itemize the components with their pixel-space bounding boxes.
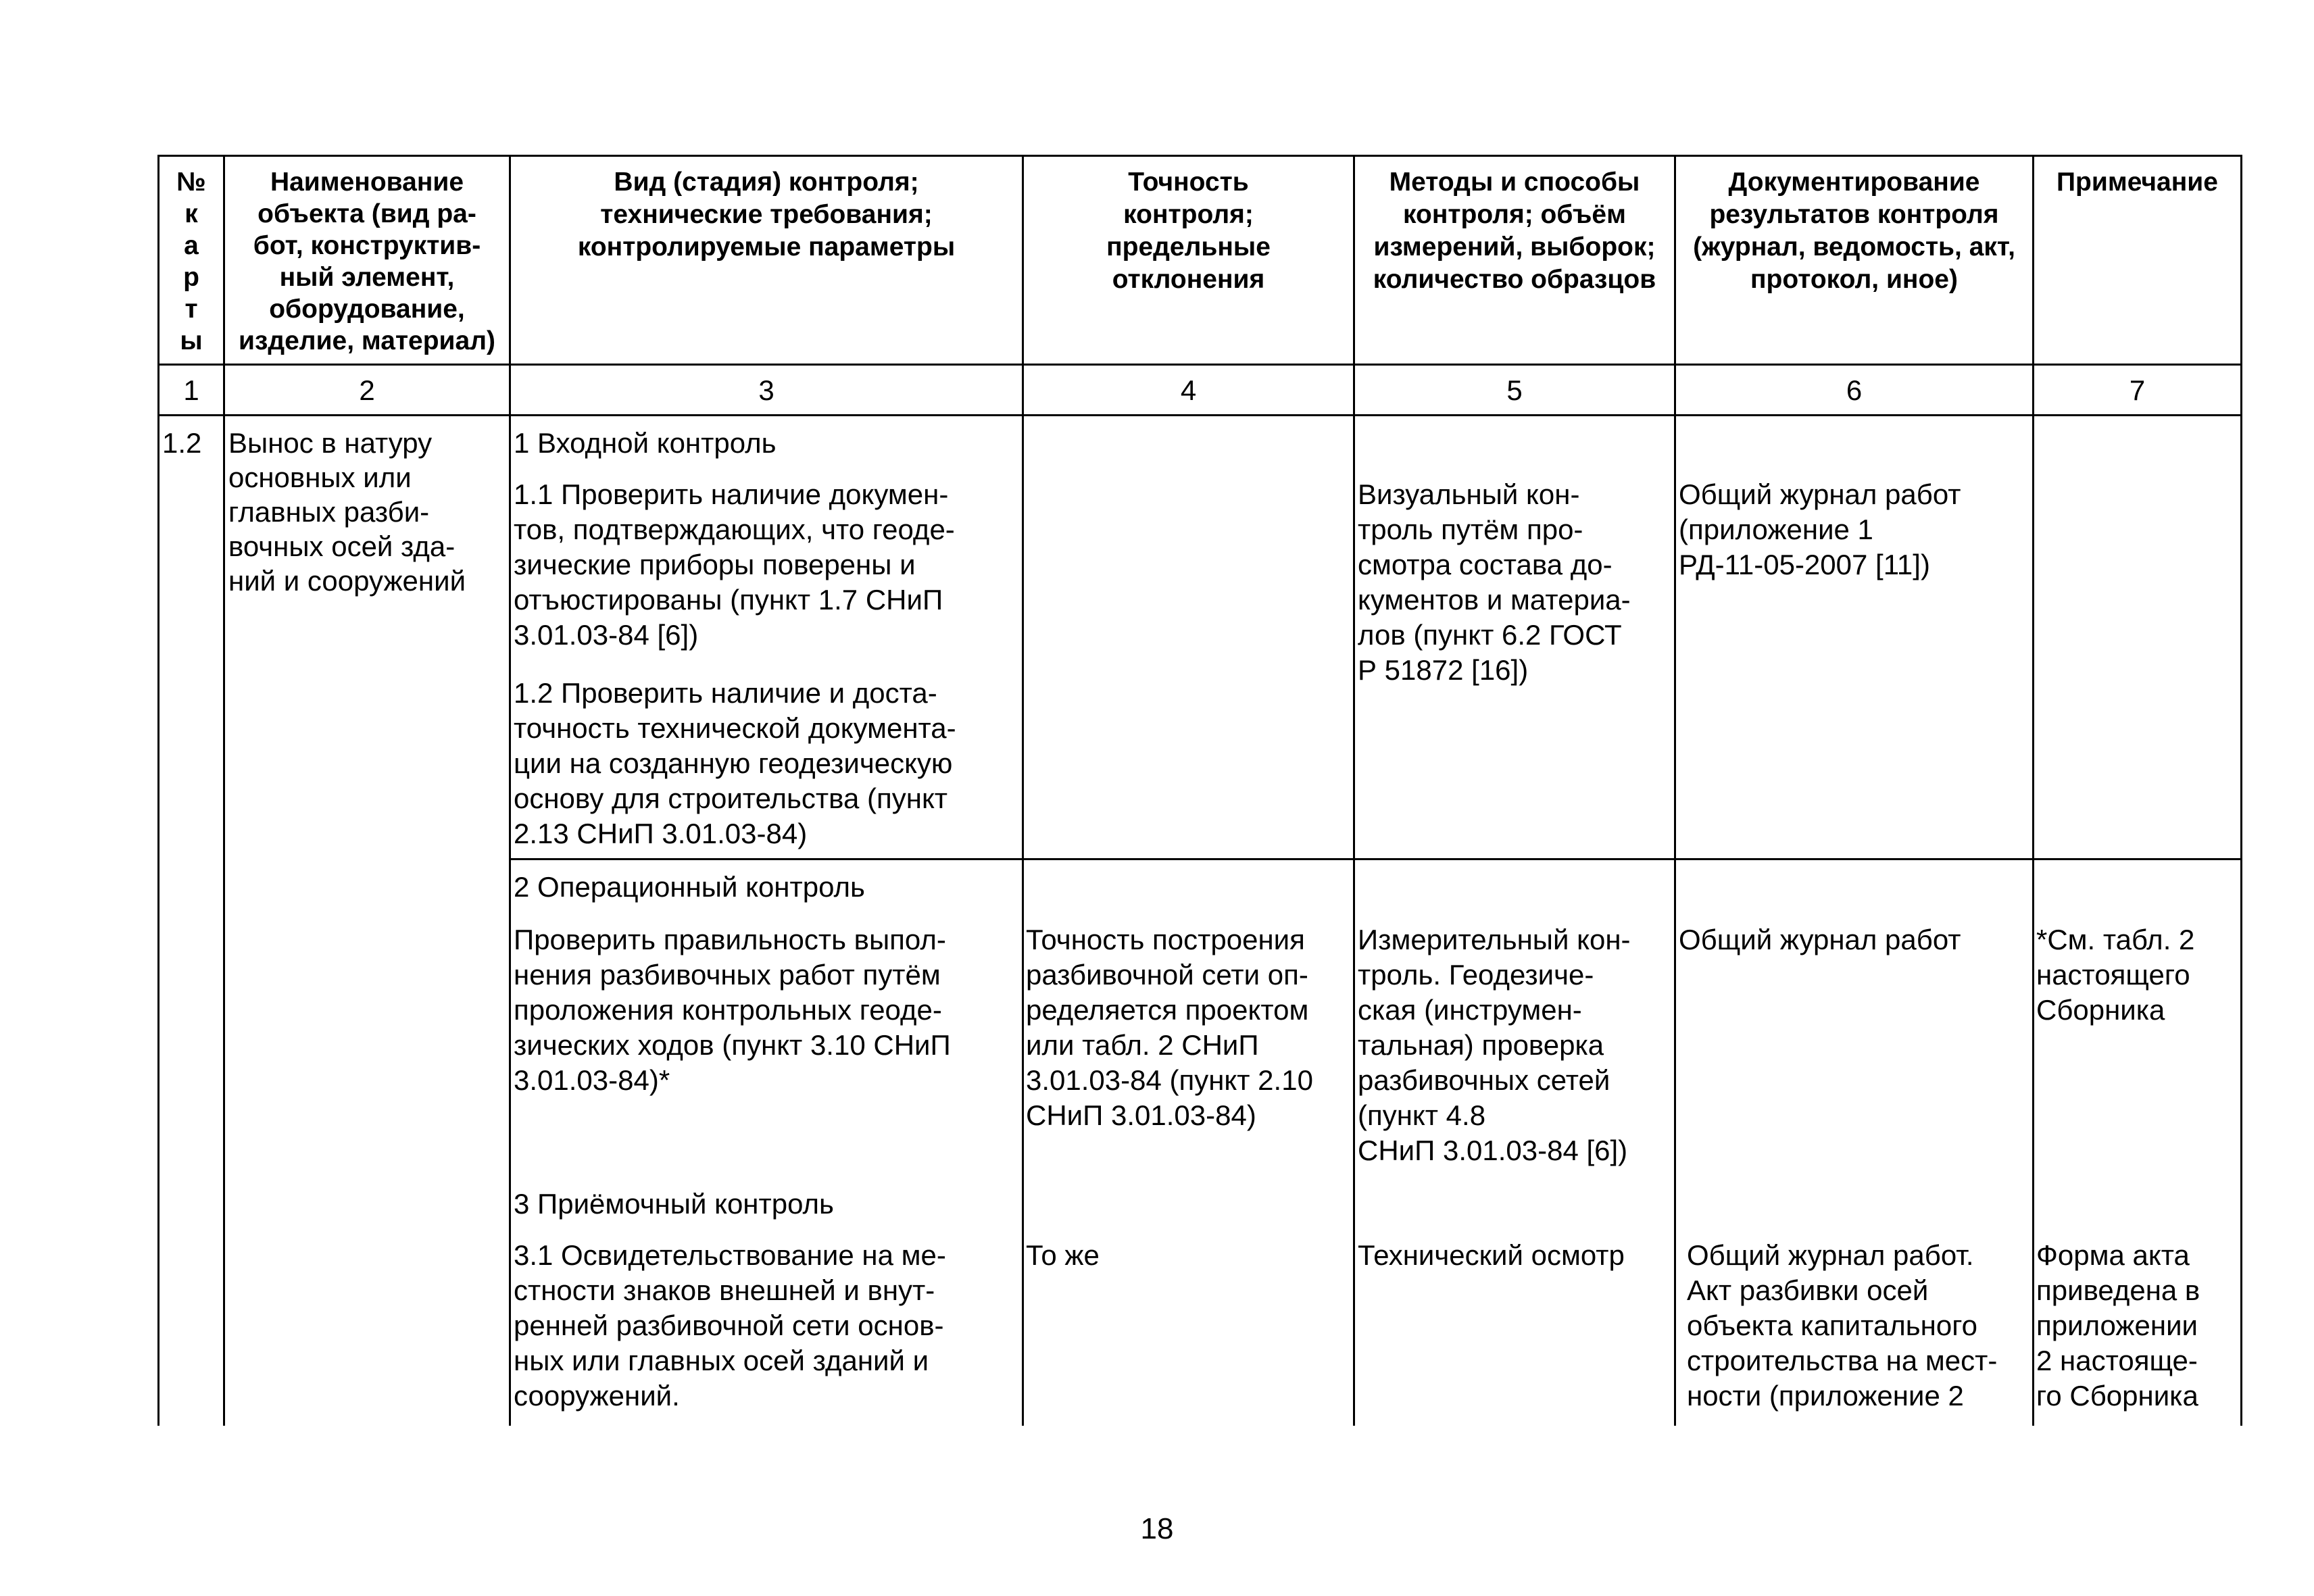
header-control-type: Вид (стадия) контроля; технические требования; контролируемые параметры: [577, 168, 956, 261]
header-object-name: Наименование объекта (вид ра- бот, конструктив- ный элемент, оборудование, изделие, материал): [239, 168, 495, 355]
section2-accuracy: Точность построения разбивочной сети оп- ределяется проектом или табл. 2 СНиП 3.01.03-84 (пункт 2.10 СНиП 3.01.03-84): [1026, 924, 1313, 1131]
section1-title: 1 Входной контроль: [514, 427, 777, 459]
page-number: 18: [1140, 1512, 1174, 1545]
header-methods: Методы и способы контроля; объём измерений, выборок; количество образцов: [1373, 168, 1656, 294]
table-top-border: [157, 155, 2242, 157]
section1-item2: 1.2 Проверить наличие и доста- точность технической документа- ции на созданную геодезическую основу для строительства (пункт 2.13 СНиП 3.01.03-84): [514, 677, 956, 849]
header-accuracy: Точность контроля; предельные отклонения: [1106, 168, 1271, 294]
section3-documenting: Общий журнал работ. Акт разбивки осей объекта капитального строительства на мест- ности (приложение 2: [1687, 1239, 1998, 1412]
col-border-6: [2032, 155, 2034, 1426]
header-card-number: № к а р т ы: [176, 168, 206, 355]
col-number-4: 4: [1180, 374, 1197, 406]
col-number-7: 7: [2129, 374, 2146, 406]
col-border-7: [2240, 155, 2242, 1426]
section2-requirement: Проверить правильность выпол- нения разбивочных работ путём проложения контрольных геоде- зических ходов (пункт 3.10 СНиП 3.01.03-84)*: [514, 924, 951, 1096]
section2-note: *См. табл. 2 настоящего Сборника: [2036, 924, 2195, 1026]
col-border-3: [1022, 155, 1024, 1426]
section2-title: 2 Операционный контроль: [514, 871, 865, 903]
header-documenting: Документирование результатов контроля (журнал, ведомость, акт, протокол, иное): [1693, 168, 2015, 294]
section1-method: Визуальный кон- троль путём про- смотра состава до- кументов и материа- лов (пункт 6.2 ГОСТ Р 51872 [16]): [1358, 478, 1631, 686]
col-number-1: 1: [183, 374, 199, 406]
section2-method: Измерительный кон- троль. Геодезиче- ская (инструмен- тальная) проверка разбивочных сетей (пункт 4.8 СНиП 3.01.03-84 [6]): [1358, 924, 1631, 1166]
object-name: Вынос в натуру основных или главных разби- вочных осей зда- ний и сооружений: [228, 427, 466, 597]
section3-method: Технический осмотр: [1358, 1239, 1625, 1271]
section3-note: Форма акта приведена в приложении 2 настояще- го Сборника: [2036, 1239, 2200, 1412]
section2-documenting: Общий журнал работ: [1679, 924, 1961, 955]
section3-requirement: 3.1 Освидетельствование на ме- стности знаков внешней и внут- ренней разбивочной сети основ- ных или главных осей зданий и сооружений.: [514, 1239, 946, 1412]
col-border-2: [509, 155, 511, 1426]
section1-bottom-border: [510, 858, 2242, 860]
section1-item1: 1.1 Проверить наличие докумен- тов, подтверждающих, что геоде- зические приборы поверены и отъюстированы (пункт 1.7 СНиП 3.01.03-84 [6]): [514, 478, 955, 651]
section3-title: 3 Приёмочный контроль: [514, 1188, 834, 1220]
section1-documenting: Общий журнал работ (приложение 1 РД-11-05-2007 [11]): [1679, 478, 1961, 580]
col-number-5: 5: [1506, 374, 1523, 406]
col-border-5: [1674, 155, 1676, 1426]
col-border-4: [1353, 155, 1355, 1426]
section3-accuracy: То же: [1026, 1239, 1100, 1271]
header-note: Примечание: [2057, 168, 2218, 197]
col-number-2: 2: [359, 374, 375, 406]
col-number-6: 6: [1846, 374, 1863, 406]
header-bottom-border: [157, 364, 2242, 366]
col-number-3: 3: [758, 374, 774, 406]
numbers-bottom-border: [157, 414, 2242, 416]
card-number: 1.2: [162, 427, 202, 459]
